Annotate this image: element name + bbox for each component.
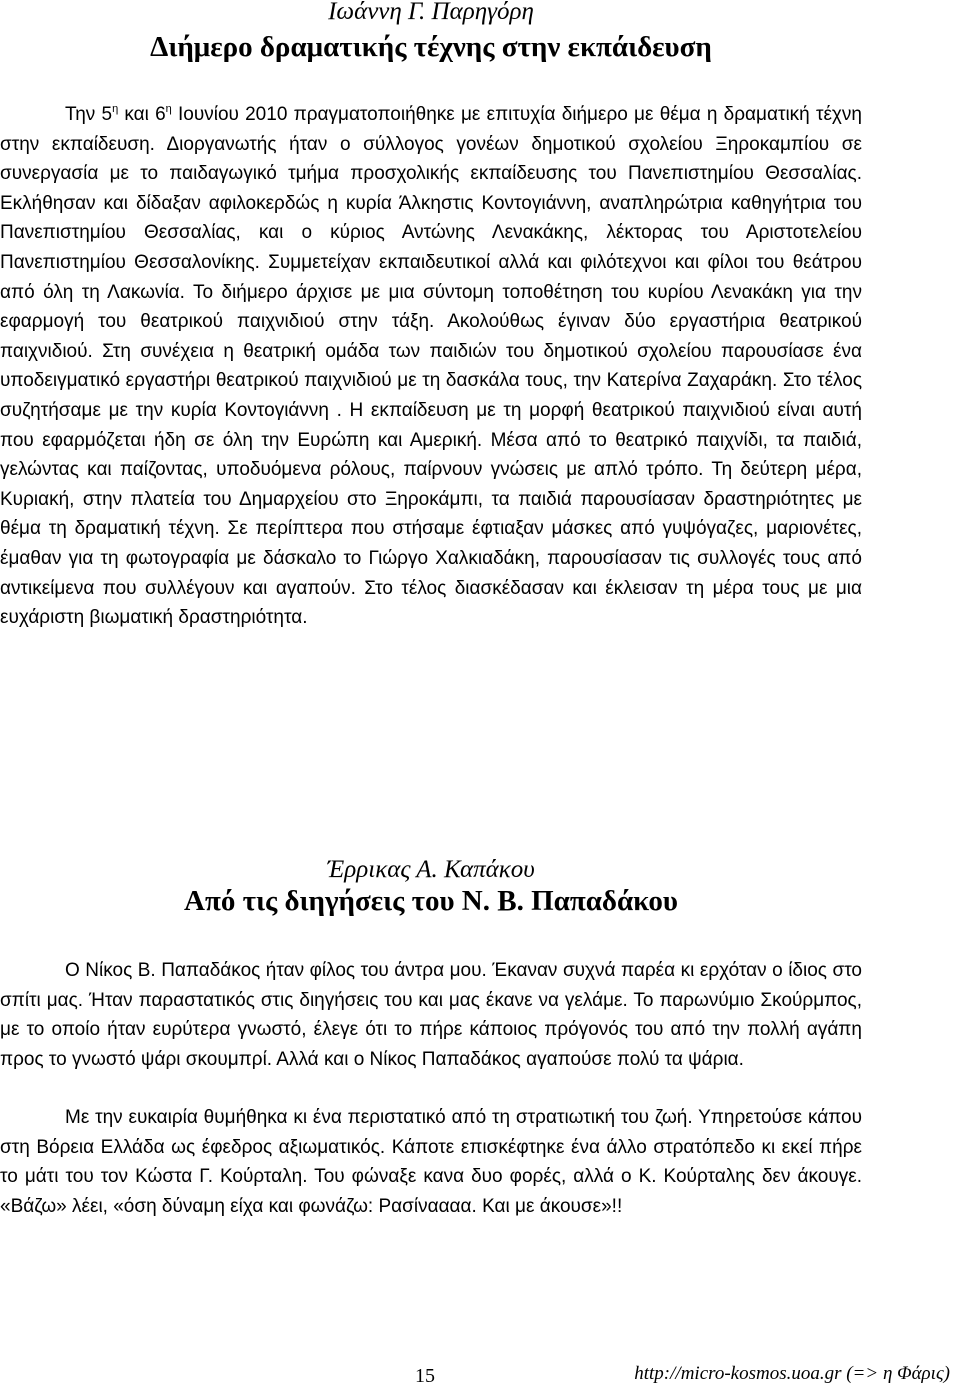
article2-paragraph-1: Ο Νίκος Β. Παπαδάκος ήταν φίλος του άντρα μου. Έκαναν συχνά παρέα κι ερχόταν ο ίδιος στο σπίτι μας. Ήταν παραστατικός στις διηγήσεις του και μας έκανε να γελάμε. Το παρωνύμιο Σκούρμπος, με το οποίο ήταν ευρύτερα γνωστό, έλεγε ότι το πήρε κάποιος πρόγονός του από την πολλή αγάπη προς το γνωστό ψάρι σκουμπρί. Αλλά και ο Νίκος Παπαδάκος αγαπούσε πολύ τα ψάρια. <box>0 960 862 1070</box>
article1-title: Διήμερο δραματικής τέχνης στην εκπάιδευση <box>150 31 712 63</box>
article2-title: Από τις διηγήσεις του Ν. Β. Παπαδάκου <box>184 885 678 917</box>
article1-author: Ιωάννη Γ. Παρηγόρη <box>328 0 534 25</box>
article1-intro-sup2: η <box>165 102 172 115</box>
article2-paragraph-2: Με την ευκαιρία θυμήθηκα κι ένα περιστατικό από τη στρατιωτική του ζωή. Υπηρετούσε κάπου στη Βόρεια Ελλάδα ως έφεδρος αξιωματικός. Κάποτε επισκέφτηκε ένα άλλο στρατόπεδο κι εκεί πήρε το μάτι του τον Κώστα Γ. Κούρταλη. Του φώναξε κανα δυο φορές, αλλά ο Κ. Κούρταλης δεν άκουγε. «Βάζω» λέει, «όση δύναμη είχα και φωνάζω: Ρασίναααα. Και με άκουσε»!! <box>0 1107 862 1217</box>
article1-intro-pre: Την 5 <box>65 104 113 125</box>
page-number: 15 <box>415 1365 435 1387</box>
article2-author: Έρρικας Α. Καπάκου <box>327 856 535 883</box>
article1-intro-sup1: η <box>112 102 119 115</box>
footer-url[interactable]: http://micro-kosmos.uoa.gr (=> η Φάρις) <box>634 1363 950 1384</box>
article1-body <box>0 100 862 633</box>
article1-body-text: Ιουνίου 2010 πραγματοποιήθηκε με επιτυχία διήμερο με θέμα η δραματική τέχνη στην εκπαίδευση. Διοργανωτής ήταν ο σύλλογος γονέων δημοτικού σχολείου Ξηροκαμπίου σε συνεργασία με το παιδαγωγικό τμήμα προσχολικής εκπαίδευσης του Πανεπιστημίου Θεσσαλίας. Εκλήθησαν και δίδαξαν αφιλοκερδώς η κυρία Άλκηστις Κοντογιάννη, αναπληρώτρια καθηγήτρια του Πανεπιστημίου Θεσσαλίας, και ο κύριος Αντώνης Λενακάκης, λέκτορας του Αριστοτελείου Πανεπιστημίου Θεσσαλονίκης. Συμμετείχαν εκπαιδευτικοί αλλά και φιλότεχνοι και φίλοι του θεάτρου από όλη τη Λακωνία. Το διήμερο άρχισε με μια σύντομη τοποθέτηση του κυρίου Λενακάκη για την εφαρμογή του θεατρικού παιχνιδιού στην τάξη. Ακολούθως έγιναν δύο εργαστήρια θεατρικού παιχνιδιού. Στη συνέχεια η θεατρική ομάδα των παιδιών του δημοτικού σχολείου παρουσίασε ένα υποδειγματικό εργαστήρι θεατρικού παιχνιδιού με τη δασκάλα τους, την Κατερίνα Ζαχαράκη. Στο τέλος συζητήσαμε με την κυρία Κοντογιάννη . Η εκπαίδευση με τη μορφή θεατρικού παιχνιδιού είναι αυτή που εφαρμόζεται ήδη σε όλη την Ευρώπη και Αμερική. Μέσα από το θεατρικό παιχνίδι, τα παιδιά, γελώντας και παίζοντας, υποδυόμενα ρόλους, παίρνουν γνώσεις με απλό τρόπο. Τη δεύτερη μέρα, Κυριακή, στην πλατεία του Δημαρχείου στο Ξηροκάμπι, τα παιδιά παρουσίασαν δραστηριότητες με θέμα τη δραματική τέχνη. Σε περίπτερα που στήσαμε έφτιαξαν μάσκες από γυψόγαζες, μαριονέτες, έμαθαν για τη φωτογραφία με δάσκαλο το Γιώργο Χαλκιαδάκη, παρουσίασαν τις συλλογές τους από αντικείμενα που συλλέγουν και αγαπούν. Στο τέλος διασκέδασαν και έκλεισαν τη μέρα τους με μια ευχάριστη βιωματική δραστηριότητα. <box>0 104 862 629</box>
article1-intro-mid: και 6 <box>118 104 166 125</box>
